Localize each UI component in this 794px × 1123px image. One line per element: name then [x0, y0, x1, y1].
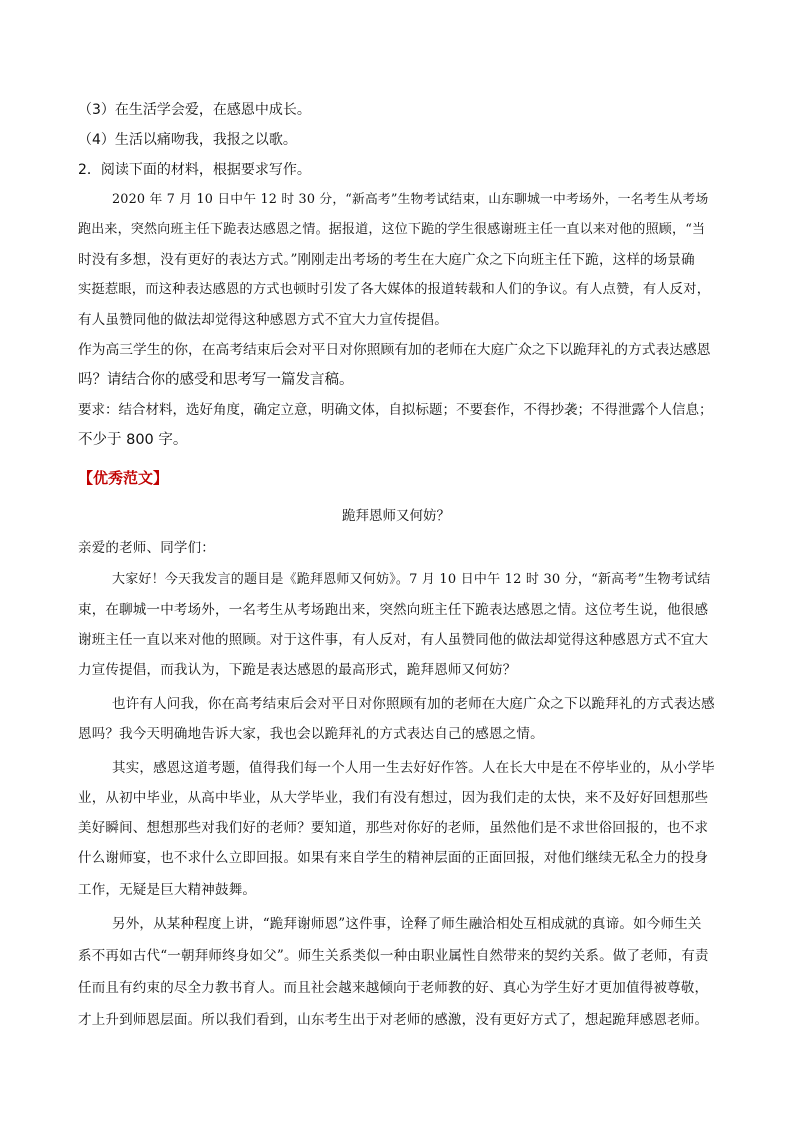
essay-line: 束，在聊城一中考场外，一名考生从考场跑出来，突然向班主任下跪表达感恩之情。这位考生说，他很感	[78, 602, 709, 618]
list-item-3: （3）在生活学会爱，在感恩中成长。	[78, 102, 311, 118]
material-line: 2020 年 7 月 10 日中午 12 时 30 分，“新高考”生物考试结束，山东聊城一中考场外，一名考生从考场	[112, 192, 709, 207]
essay-line: 恩吗？我今天明确地告诉大家，我也会以跪拜礼的方式表达自己的感恩之情。	[78, 726, 544, 742]
essay-line: 任而且有约束的尽全力教书育人。而且社会越来越倾向于老师教的好、真心为学生好才更加值得被尊敬，	[78, 980, 709, 996]
essay-line: 力宣传提倡，而我认为，下跪是表达感恩的最高形式，跪拜恩师又何妨？	[78, 662, 517, 678]
material-line: 实挺惹眼，而这种表达感恩的方式也顿时引发了各大媒体的报道转载和人们的争议。有人点赞，有人反对，	[78, 282, 711, 297]
essay-line: 大家好！今天我发言的题目是《跪拜恩师又何妨》。7 月 10 日中午 12 时 30 分，“新高考”生物考试结	[112, 572, 711, 587]
model-essay-label: 【优秀范文】	[78, 469, 169, 487]
material-line: 有人虽赞同他的做法却觉得这种感恩方式不宜大力宣传提倡。	[78, 312, 448, 328]
requirements-line: 不少于 800 字。	[78, 432, 188, 448]
question-heading: 2．阅读下面的材料，根据要求写作。	[78, 162, 311, 178]
essay-line: 谢班主任一直以来对他的照顾。对于这件事，有人反对，有人虽赞同他的做法却觉得这种感恩方式不宜大	[78, 632, 709, 648]
essay-line: 系不再如古代“一朝拜师终身如父”。师生关系类似一种由职业属性自然带来的契约关系。做了老师，有责	[78, 948, 709, 964]
material-line: 跑出来，突然向班主任下跪表达感恩之情。据报道，这位下跪的学生很感谢班主任一直以来对他的照顾，“当	[78, 222, 706, 237]
essay-line: 业，从初中毕业，从高中毕业，从大学毕业，我们有没有想过，因为我们走的太快，来不及好好回想那些	[78, 790, 709, 806]
essay-title: 跪拜恩师又何妨？	[342, 508, 450, 524]
essay-line: 工作，无疑是巨大精神鼓舞。	[78, 882, 257, 898]
essay-line: 什么谢师宴，也不求什么立即回报。如果有来自学生的精神层面的正面回报，对他们继续无私全力的投身	[78, 850, 709, 866]
list-item-4: （4）生活以痛吻我，我报之以歌。	[78, 132, 297, 148]
essay-line: 也许有人问我，你在高考结束后会对平日对你照顾有加的老师在大庭广众之下以跪拜礼的方式表达感	[112, 696, 715, 712]
requirements-line: 要求：结合材料，选好角度，确定立意，明确文体，自拟标题；不要套作，不得抄袭；不得泄露个人信息；	[78, 402, 713, 418]
prompt-line: 吗？请结合你的感受和思考写一篇发言稿。	[78, 372, 354, 388]
prompt-line: 作为高三学生的你，在高考结束后会对平日对你照顾有加的老师在大庭广众之下以跪拜礼的方式表达感恩	[78, 342, 711, 358]
material-line: 时没有多想，没有更好的表达方式。”刚刚走出考场的考生在大庭广众之下向班主任下跪，这样的场景确	[78, 252, 695, 268]
essay-salutation: 亲爱的老师、同学们：	[78, 540, 215, 556]
essay-line: 其实，感恩这道考题，值得我们每一个人用一生去好好作答。人在长大中是在不停毕业的，从小学毕	[112, 760, 715, 776]
essay-line: 美好瞬间、想想那些对我们好的老师？要知道，那些对你好的老师，虽然他们是不求世俗回报的，也不求	[78, 820, 709, 836]
essay-line: 才上升到师恩层面。所以我们看到，山东考生出于对老师的感激，没有更好方式了，想起跪拜感恩老师。	[78, 1012, 709, 1028]
essay-line: 另外，从某种程度上讲，“跪拜谢师恩”这件事，诠释了师生融洽相处互相成就的真谛。如今师生关	[112, 916, 702, 932]
